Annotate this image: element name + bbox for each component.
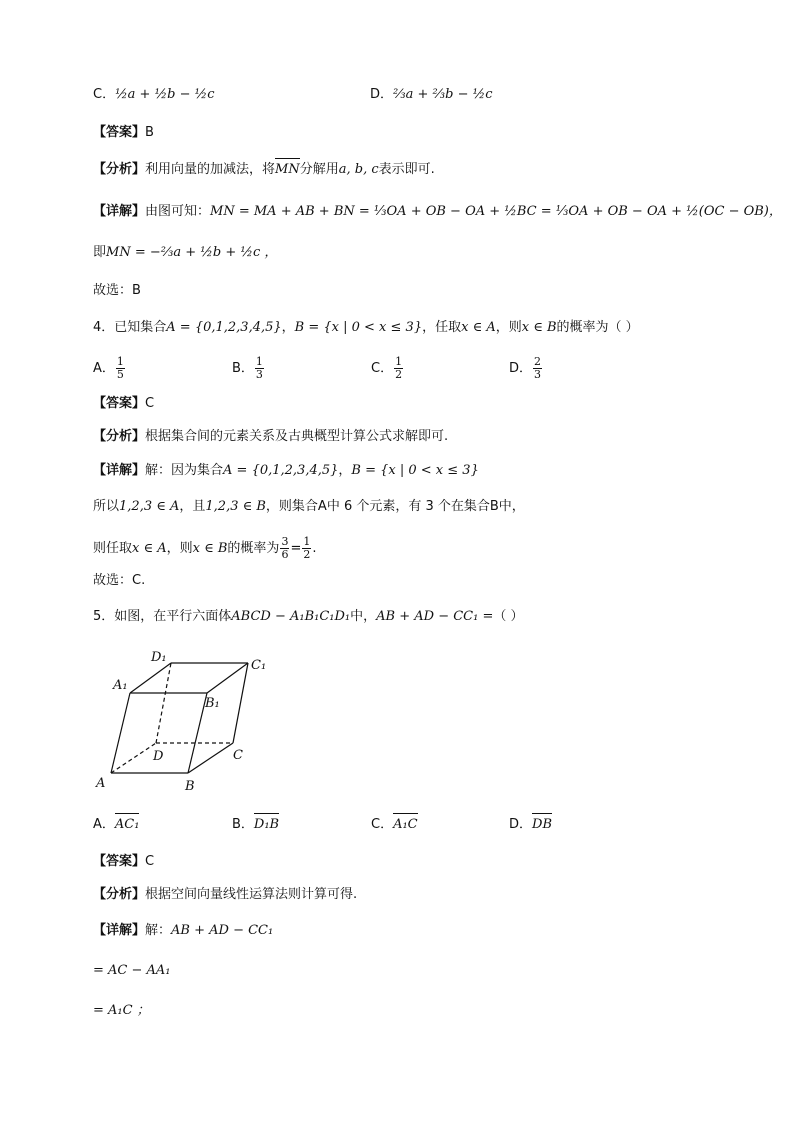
edge-cc1 xyxy=(233,663,248,743)
label-c: C xyxy=(233,748,243,763)
q5-answer: 【答案】C xyxy=(93,854,155,869)
q5-step2: = A₁C ； xyxy=(93,1003,150,1018)
q4-detail-line3: 则任取x ∈ A，则x ∈ B的概率为 $\frac{3}{6}$ = $\frac{1}{2}$ . xyxy=(93,535,317,561)
label-c1: C₁ xyxy=(251,658,267,673)
q4-answer: 【答案】C xyxy=(93,396,155,411)
q3-option-d: D．⅔a + ⅔b − ½c xyxy=(370,87,493,102)
q3-option-c: C．½a + ½b − ½c xyxy=(93,87,215,102)
q4-option-a: A． $\frac{1}{5}$ xyxy=(93,355,124,381)
label-b1: B₁ xyxy=(205,696,220,711)
label-d: D xyxy=(153,749,164,764)
q4-conclusion: 故选：C. xyxy=(93,573,146,588)
q3-conclusion: 故选：B xyxy=(93,283,141,298)
q5-step1: = AC − AA₁ xyxy=(93,963,171,978)
parallelepiped-figure xyxy=(93,645,273,795)
edge-bc xyxy=(188,743,233,773)
q4-stem: 4．已知集合A = {0,1,2,3,4,5}，B = {x | 0 < x ≤ 3}，任取x ∈ A，则x ∈ B的概率为（ ） xyxy=(93,320,639,335)
q3-option-c-math: ½a + ½b − ½c xyxy=(115,87,215,102)
q4-analysis: 【分析】根据集合间的元素关系及古典概型计算公式求解即可. xyxy=(93,429,449,444)
label-d1: D₁ xyxy=(151,650,167,665)
q5-option-d: D．DB xyxy=(509,817,552,832)
q4-option-d: D． $\frac{2}{3}$ xyxy=(509,355,542,381)
q5-detail: 【详解】解：AB + AD − CC₁ xyxy=(93,923,274,938)
q5-analysis: 【分析】根据空间向量线性运算法则计算可得. xyxy=(93,887,358,902)
edge-ad xyxy=(111,743,156,773)
q3-detail-equation: MN = MA + AB + BN = ⅓OA + OB − OA + ½BC = ⅓OA + OB − OA + ½(OC − OB)， xyxy=(210,204,782,219)
label-a1: A₁ xyxy=(113,678,128,693)
q4-detail-line2: 所以1,2,3 ∈ A，且1,2,3 ∈ B，则集合A中 6 个元素，有 3 个在集合B中， xyxy=(93,499,525,514)
q5-stem: 5．如图，在平行六面体ABCD − A₁B₁C₁D₁中，AB + AD − CC₁ =（ ） xyxy=(93,609,524,624)
q3-option-d-math: ⅔a + ⅔b − ½c xyxy=(393,87,493,102)
label-a: A xyxy=(96,776,106,791)
edge-a1d1 xyxy=(130,663,171,693)
q3-answer: 【答案】B xyxy=(93,125,154,140)
q5-option-b: B．D₁B xyxy=(232,817,280,832)
edge-dd1 xyxy=(156,663,171,743)
q5-option-a: A．AC₁ xyxy=(93,817,140,832)
q4-detail: 【详解】解：因为集合A = {0,1,2,3,4,5}，B = {x | 0 < x ≤ 3} xyxy=(93,463,479,478)
q5-option-c: C．A₁C xyxy=(371,817,418,832)
q4-option-b: B． $\frac{1}{3}$ xyxy=(232,355,263,381)
q3-detail: 【详解】由图可知：MN = MA + AB + BN = ⅓OA + OB − OA + ½BC = ⅓OA + OB − OA + ½(OC − OB)， xyxy=(93,204,782,219)
q4-option-c: C． $\frac{1}{2}$ xyxy=(371,355,403,381)
edge-b1c1 xyxy=(207,663,248,693)
label-b: B xyxy=(185,779,195,794)
edge-aa1 xyxy=(111,693,130,773)
q3-detail-line2: 即MN = −⅔a + ½b + ½c ， xyxy=(93,245,278,260)
q3-analysis: 【分析】利用向量的加减法，将MN分解用a, b, c表示即可. xyxy=(93,162,435,177)
